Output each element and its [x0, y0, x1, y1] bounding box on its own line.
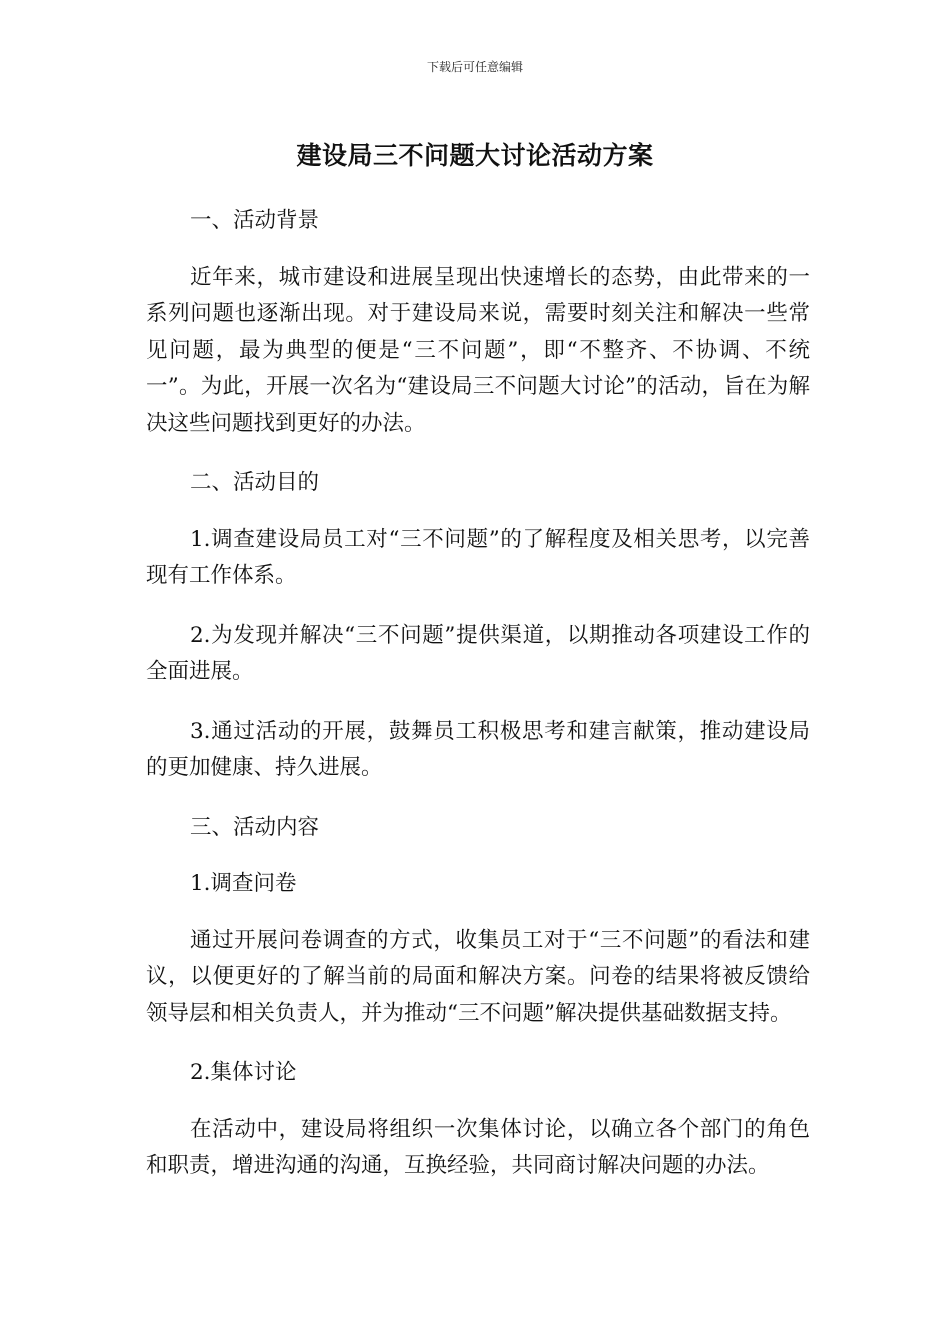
header-note: 下载后可任意编辑 [426, 60, 523, 74]
paragraph-group-discussion: 在活动中，建设局将组织一次集体讨论，以确立各个部门的角色和职责，增进沟通的沟通，互换经验，共同商讨解决问题的办法。 [146, 1116, 810, 1178]
section-heading-background: 一、活动背景 [190, 208, 320, 233]
section-heading-content: 三、活动内容 [190, 814, 320, 840]
paragraph-purpose-3: 3.通过活动的开展，鼓舞员工积极思考和建言献策，推动建设局的更加健康、持久进展。 [146, 718, 810, 780]
paragraph-questionnaire: 通过开展问卷调查的方式，收集员工对于“三不问题”的看法和建议，以便更好的了解当前的局面和解决方案。问卷的结果将被反馈给领导层和相关负责人，并为推动“三不问题”解决提供基础数据支持。 [146, 927, 810, 1026]
paragraph-purpose-1: 1.调查建设局员工对“三不问题”的了解程度及相关思考，以完善现有工作体系。 [146, 526, 810, 588]
subheading-questionnaire: 1.调查问卷 [190, 871, 297, 896]
section-heading-purpose: 二、活动目的 [190, 470, 320, 495]
document-title: 建设局三不问题大讨论活动方案 [296, 141, 654, 170]
paragraph-background: 近年来，城市建设和进展呈现出快速增长的态势，由此带来的一系列问题也逐渐出现。对于建设局来说，需要时刻关注和解决一些常见问题，最为典型的便是“三不问题”，即“不整齐、不协调、不统一”。为此，开展一次名为“建设局三不问题大讨论”的活动，旨在为解决这些问题找到更好的办法。 [146, 264, 810, 436]
paragraph-purpose-2: 2.为发现并解决“三不问题”提供渠道，以期推动各项建设工作的全面进展。 [146, 622, 810, 684]
subheading-group-discussion: 2.集体讨论 [190, 1060, 297, 1085]
document-body [146, 203, 810, 1208]
